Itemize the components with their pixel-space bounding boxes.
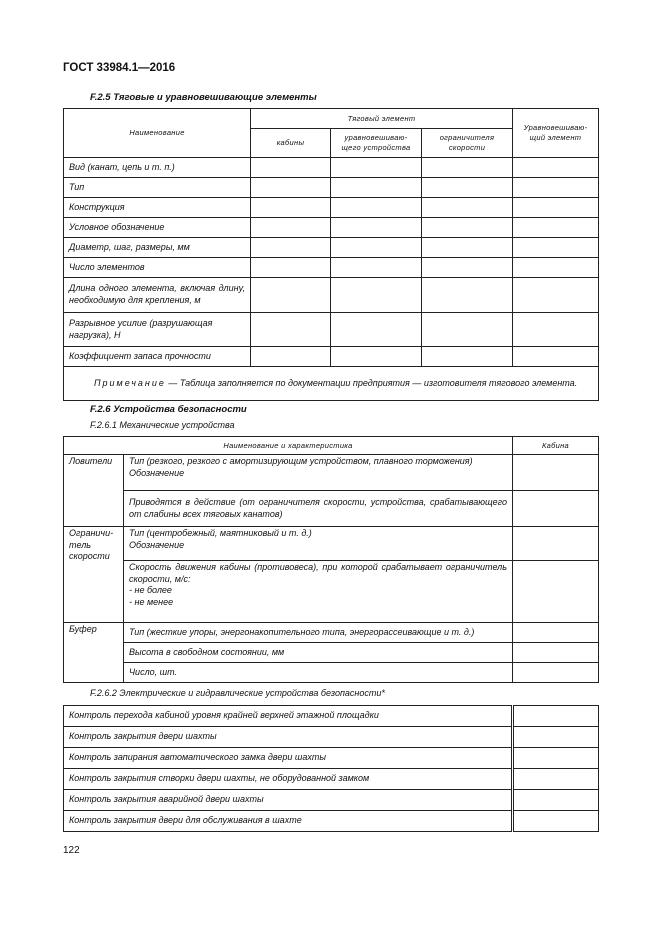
item-cell: Высота в свободном состоянии, мм <box>124 643 513 663</box>
item-cell: Тип (жесткие упоры, энергонакопительного типа, энергорассеивающие и т. д.) <box>124 623 513 643</box>
item-cell: Скорость движения кабины (противовеса), при которой срабатывает ограничитель скорости, м/с: - не более - не менее <box>124 561 513 623</box>
row-label: Тип <box>64 178 251 198</box>
traction-elements-table <box>63 108 599 401</box>
col-header-counterweight: уравновешиваю- щего устройства <box>331 129 422 158</box>
col-header-balancing: Уравновешиваю- щий элемент <box>513 109 599 158</box>
col-header-traction-group: Тяговый элемент <box>251 109 513 129</box>
row-label: Длина одного элемента, включая длину, необходимую для крепления, м <box>64 278 251 313</box>
col-header-name-characteristic: Наименование и характеристика <box>64 437 513 455</box>
document-header: ГОСТ 33984.1—2016 <box>63 62 176 74</box>
group-label-catchers: Ловители <box>64 455 124 527</box>
item-cell: Приводятся в действие (от ограничителя скорости, устройства, срабатывающего от слабины всех тяговых канатов) <box>124 491 513 527</box>
col-header-speed-governor: ограничителя скорости <box>422 129 513 158</box>
section-f26-title: F.2.6 Устройства безопасности <box>90 404 247 415</box>
electrical-devices-table <box>63 705 599 832</box>
group-label-speed-governor: Ограничи- тель скорости <box>64 527 124 623</box>
mechanical-devices-table <box>63 436 599 683</box>
row-label: Вид (канат, цепь и т. п.) <box>64 158 251 178</box>
group-label-buffer: Буфер <box>64 623 124 683</box>
col-header-cabin: Кабина <box>513 437 599 455</box>
row-label: Разрывное усилие (разрушающая нагрузка), Н <box>64 313 251 347</box>
device-row-label: Контроль закрытия створки двери шахты, не оборудованной замком <box>64 769 513 790</box>
row-label: Условное обозначение <box>64 218 251 238</box>
device-row-label: Контроль закрытия двери шахты <box>64 727 513 748</box>
item-cell: Число, шт. <box>124 663 513 683</box>
row-label: Коэффициент запаса прочности <box>64 347 251 367</box>
item-cell: Тип (резкого, резкого с амортизирующим устройством, плавного торможения) Обозначение <box>124 455 513 491</box>
item-cell: Тип (центробежный, маятниковый и т. д.) Обозначение <box>124 527 513 561</box>
device-row-label: Контроль запирания автоматического замка двери шахты <box>64 748 513 769</box>
page-number: 122 <box>63 845 80 856</box>
subsection-f262-title: F.2.6.2 Электрические и гидравлические устройства безопасности* <box>90 688 385 698</box>
row-label: Диаметр, шаг, размеры, мм <box>64 238 251 258</box>
subsection-f261-title: F.2.6.1 Механические устройства <box>90 420 235 430</box>
section-f25-title: F.2.5 Тяговые и уравновешивающие элементы <box>90 92 317 103</box>
table-note: Примечание — Таблица заполняется по документации предприятия — изготовителя тягового элемента. <box>64 367 599 401</box>
device-row-label: Контроль закрытия двери для обслуживания в шахте <box>64 811 513 832</box>
device-row-label: Контроль перехода кабиной уровня крайней верхней этажной площадки <box>64 706 513 727</box>
col-header-cabin: кабины <box>251 129 331 158</box>
col-header-name: Наименование <box>64 109 251 158</box>
row-label: Число элементов <box>64 258 251 278</box>
device-row-label: Контроль закрытия аварийной двери шахты <box>64 790 513 811</box>
row-label: Конструкция <box>64 198 251 218</box>
